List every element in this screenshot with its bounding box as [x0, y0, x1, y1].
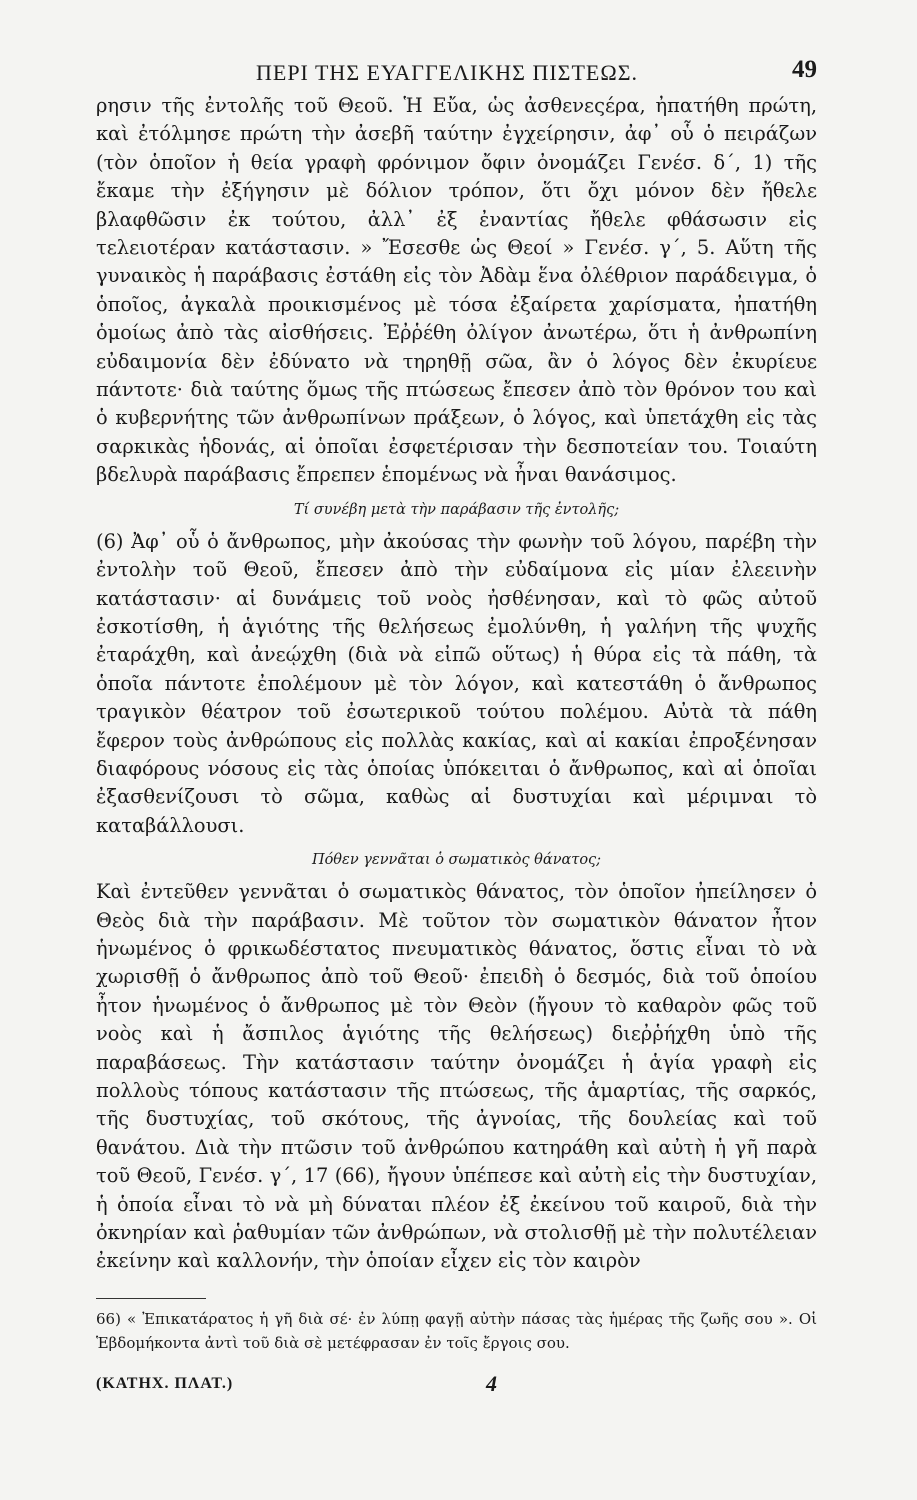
footnote-divider	[96, 1298, 206, 1299]
running-head	[96, 52, 817, 92]
page-number: 49	[792, 56, 817, 83]
footnote: 66) « Ἐπικατάρατος ἡ γῆ διὰ σέ· ἐν λύπῃ φαγῇ αὐτὴν πάσας τὰς ἡμέρας τῆς ζωῆς σου ». Οἱ Ἑβδομήκοντα ἀντὶ τοῦ διὰ σὲ μετέφρασαν ἐν τοῖς ἔργοις σου.	[96, 1309, 817, 1352]
paragraph: (6) Ἀφ᾽ οὗ ὁ ἄνθρωπος, μὴν ἀκούσας τὴν φωνὴν τοῦ λόγου, παρέβη τὴν ἐντολὴν τοῦ Θεοῦ, ἔπεσεν ἀπὸ τὴν εὐδαίμονα εἰς μίαν ἐλεεινὴν κατάστασιν· αἱ δυνάμεις τοῦ νοὸς ἠσθένησαν, καὶ τὸ φῶς αὐτοῦ ἐσκοτίσθη, ἡ ἁγιότης τῆς θελήσεως ἐμολύνθη, ἡ γαλήνη τῆς ψυχῆς ἐταράχθη, καὶ ἀνεῴχθη (διὰ νὰ εἰπῶ οὕτως) ἡ θύρα εἰς τὰ πάθη, τὰ ὁποῖα πάντοτε ἐπολέμουν μὲ τὸν λόγον, καὶ κατεστάθη ὁ ἄνθρωπος τραγικὸν θέατρον τοῦ ἐσωτερικοῦ τούτου πολέμου. Αὐτὰ τὰ πάθη ἔφερον τοὺς ἀνθρώπους εἰς πολλὰς κακίας, καὶ αἱ κακίαι ἐπροξένησαν διαφόρους νόσους εἰς τὰς ὁποίας ὑπόκειται ὁ ἄνθρωπος, καὶ αἱ ὁποῖαι ἐξασθενίζουσι τὸ σῶμα, καθὼς αἱ δυστυχίαι καὶ μέριμναι τὸ καταβάλλουσι.	[96, 529, 817, 837]
body-text	[96, 92, 817, 1276]
paragraph: Καὶ ἐντεῦθεν γεννᾶται ὁ σωματικὸς θάνατος, τὸν ὁποῖον ἠπείλησεν ὁ Θεὸς διὰ τὴν παράβασιν. Μὲ τοῦτον τὸν σωματικὸν θάνατον ἦτον ἡνωμένος ὁ φρικωδέστατος πνευματικὸς θάνατος, ὅστις εἶναι τὸ νὰ χωρισθῇ ὁ ἄνθρωπος ἀπὸ τοῦ Θεοῦ· ἐπειδὴ ὁ δεσμός, διὰ τοῦ ὁποίου ἦτον ἡνωμένος ὁ ἄνθρωπος μὲ τὸν Θεὸν (ἤγουν τὸ καθαρὸν φῶς τοῦ νοὸς καὶ ἡ ἄσπιλος ἁγιότης τῆς θελήσεως) διεῤῥήχθη ὑπὸ τῆς παραβάσεως. Τὴν κατάστασιν ταύτην ὀνομάζει ἡ ἁγία γραφὴ εἰς πολλοὺς τόπους κατάστασιν τῆς πτώσεως, τῆς ἁμαρτίας, τῆς σαρκός, τῆς δυστυχίας, τοῦ σκότους, τῆς ἀγνοίας, τῆς δουλείας καὶ τοῦ θανάτου. Διὰ τὴν πτῶσιν τοῦ ἀνθρώπου κατηράθη καὶ αὐτὴ ἡ γῆ παρὰ τοῦ Θεοῦ, Γενέσ. γ΄, 17 (66), ἤγουν ὑπέπεσε καὶ αὐτὴ εἰς τὴν δυστυχίαν, ἡ ὁποία εἶναι τὸ νὰ μὴ δύναται πλέον ἐξ ἐκείνου τοῦ καιροῦ, διὰ τὴν ὀκνηρίαν καὶ ῥαθυμίαν τῶν ἀνθρώπων, νὰ στολισθῇ μὲ τὴν πολυτέλειαν ἐκείνην καὶ καλλονήν, τὴν ὁποίαν εἶχεν εἰς τὸν καιρὸν	[96, 880, 817, 1273]
running-title: ΠΕΡΙ ΤΗΣ ΕΥΑΓΓΕΛΙΚΗΣ ΠΙΣΤΕΩΣ.	[256, 60, 639, 85]
paragraph: ρησιν τῆς ἐντολῆς τοῦ Θεοῦ. Ἡ Εὔα, ὡς ἀσθενεςέρα, ἠπατήθη πρώτη, καὶ ἐτόλμησε πρώτη τὴν ἀσεβῆ ταύτην ἐγχείρησιν, ἀφ᾽ οὗ ὁ πειράζων (τὸν ὁποῖον ἡ θεία γραφὴ φρόνιμον ὄφιν ὀνομάζει Γενέσ. δ΄, 1) τῆς ἔκαμε τὴν ἐξήγησιν μὲ δόλιον τρόπον, ὅτι ὄχι μόνον δὲν ἤθελε βλαφθῶσιν ἐκ τούτου, ἀλλ᾽ ἐξ ἐναντίας ἤθελε φθάσωσιν εἰς τελειοτέραν κατάστασιν. » Ἔσεσθε ὡς Θεοί » Γενέσ. γ΄, 5. Αὕτη τῆς γυναικὸς ἡ παράβασις ἐστάθη εἰς τὸν Ἀδὰμ ἕνα ὀλέθριον παράδειγμα, ὁ ὁποῖος, ἀγκαλὰ προικισμένος μὲ τόσα ἐξαίρετα χαρίσματα, ἠπατήθη ὁμοίως ἀπὸ τὰς αἰσθήσεις. Ἐῤῥέθη ὀλίγον ἀνωτέρω, ὅτι ἡ ἀνθρωπίνη εὐδαιμονία δὲν ἐδύνατο νὰ τηρηθῇ σῶα, ἂν ὁ λόγος δὲν ἐκυρίευε πάντοτε· διὰ ταύτης ὅμως τῆς πτώσεως ἔπεσεν ἀπὸ τὸν θρόνον του καὶ ὁ κυβερνήτης τῶν ἀνθρωπίνων πράξεων, ὁ λόγος, καὶ ὑπετάχθη εἰς τὰς σαρκικὰς ἡδονάς, αἱ ὁποῖαι ἐσφετέρισαν τὴν δεσποτείαν του. Τοιαύτη βδελυρὰ παράβασις ἔπρεπεν ἑπομένως νὰ ἦναι θανάσιμος.	[96, 94, 817, 487]
signature-number: 4	[486, 1370, 497, 1396]
section-subheading: Τί συνέβη μετὰ τὴν παράβασιν τῆς ἐντολῆς;	[293, 501, 620, 518]
signature-mark: (ΚΑΤΗΧ. ΠΛΑΤ.)	[96, 1374, 234, 1392]
section-subheading: Πόθεν γεννᾶται ὁ σωματικὸς θάνατος;	[311, 852, 602, 869]
signature-line	[96, 1371, 817, 1405]
